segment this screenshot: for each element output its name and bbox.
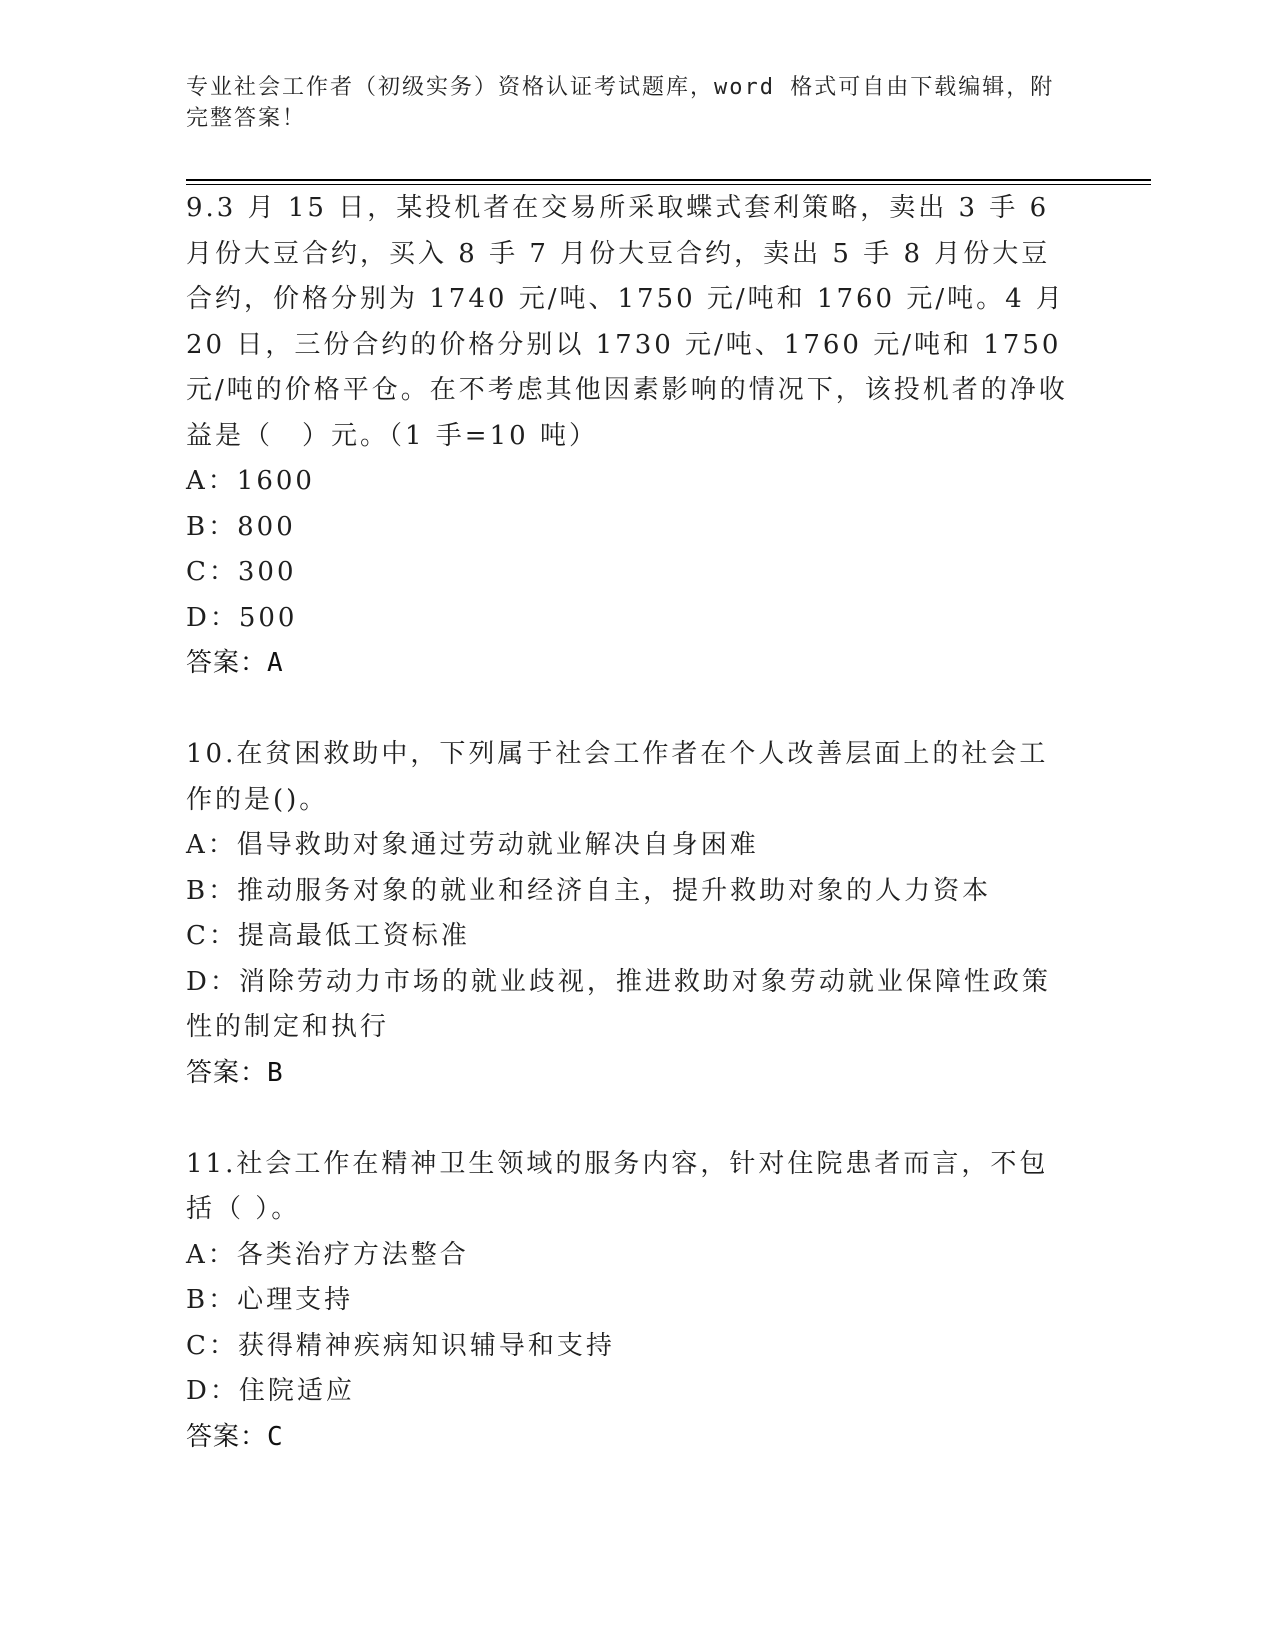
option-d: D：住院适应 (186, 1376, 355, 1406)
answer-line: 答案：A (186, 648, 284, 678)
question-text: 10.在贫困救助中，下列属于社会工作者在个人改善层面上的社会工作的是()。 (186, 739, 1049, 815)
option-d: D：消除劳动力市场的就业歧视，推进救助对象劳动就业保障性政策性的制定和执行 (186, 966, 1051, 1042)
header-line-1: 专业社会工作者（初级实务）资格认证考试题库，word 格式可自由下载编辑，附 (186, 75, 1055, 100)
question-9 (186, 186, 1076, 687)
question-list (186, 186, 1076, 1460)
option-c: C：提高最低工资标准 (186, 921, 470, 951)
question-10 (186, 732, 1076, 1096)
header-rule-thick (186, 179, 1151, 181)
question-text: 9.3 月 15 日，某投机者在交易所采取蝶式套利策略，卖出 3 手 6 月份大豆合约，买入 8 手 7 月份大豆合约，卖出 5 手 8 月份大豆合约，价格分别为 1740 元/吨、1750 元/吨和 1760 元/吨。4 月 20 日，三份合约的价格分别以 1730 元/吨、1760 元/吨和 1750 元/吨的价格平仓。在不考虑其他因素影响的情况下，该投机者的净收益是（ ）元。（1 手=10 吨） (186, 193, 1068, 451)
answer-line: 答案：C (186, 1421, 284, 1452)
header-line-2: 完整答案！ (186, 106, 307, 131)
option-b: B：800 (186, 511, 296, 542)
option-b: B：推动服务对象的就业和经济自主，提升救助对象的人力资本 (186, 875, 992, 906)
question-spacer (186, 1096, 1076, 1142)
option-a: A：倡导救助对象通过劳动就业解决自身困难 (186, 830, 759, 860)
option-c: C：300 (186, 557, 297, 587)
header-rule-thin (186, 184, 1151, 185)
question-text: 11.社会工作在精神卫生领域的服务内容，针对住院患者而言，不包括（ ）。 (186, 1148, 1049, 1224)
option-d: D：500 (186, 602, 298, 633)
option-a: A：各类治疗方法整合 (186, 1239, 469, 1270)
option-b: B：心理支持 (186, 1285, 354, 1315)
answer-line: 答案：B (186, 1057, 284, 1088)
document-header (186, 72, 1066, 134)
option-c: C：获得精神疾病知识辅导和支持 (186, 1330, 615, 1361)
question-spacer (186, 687, 1076, 733)
option-a: A：1600 (186, 466, 315, 496)
question-11 (186, 1142, 1076, 1461)
